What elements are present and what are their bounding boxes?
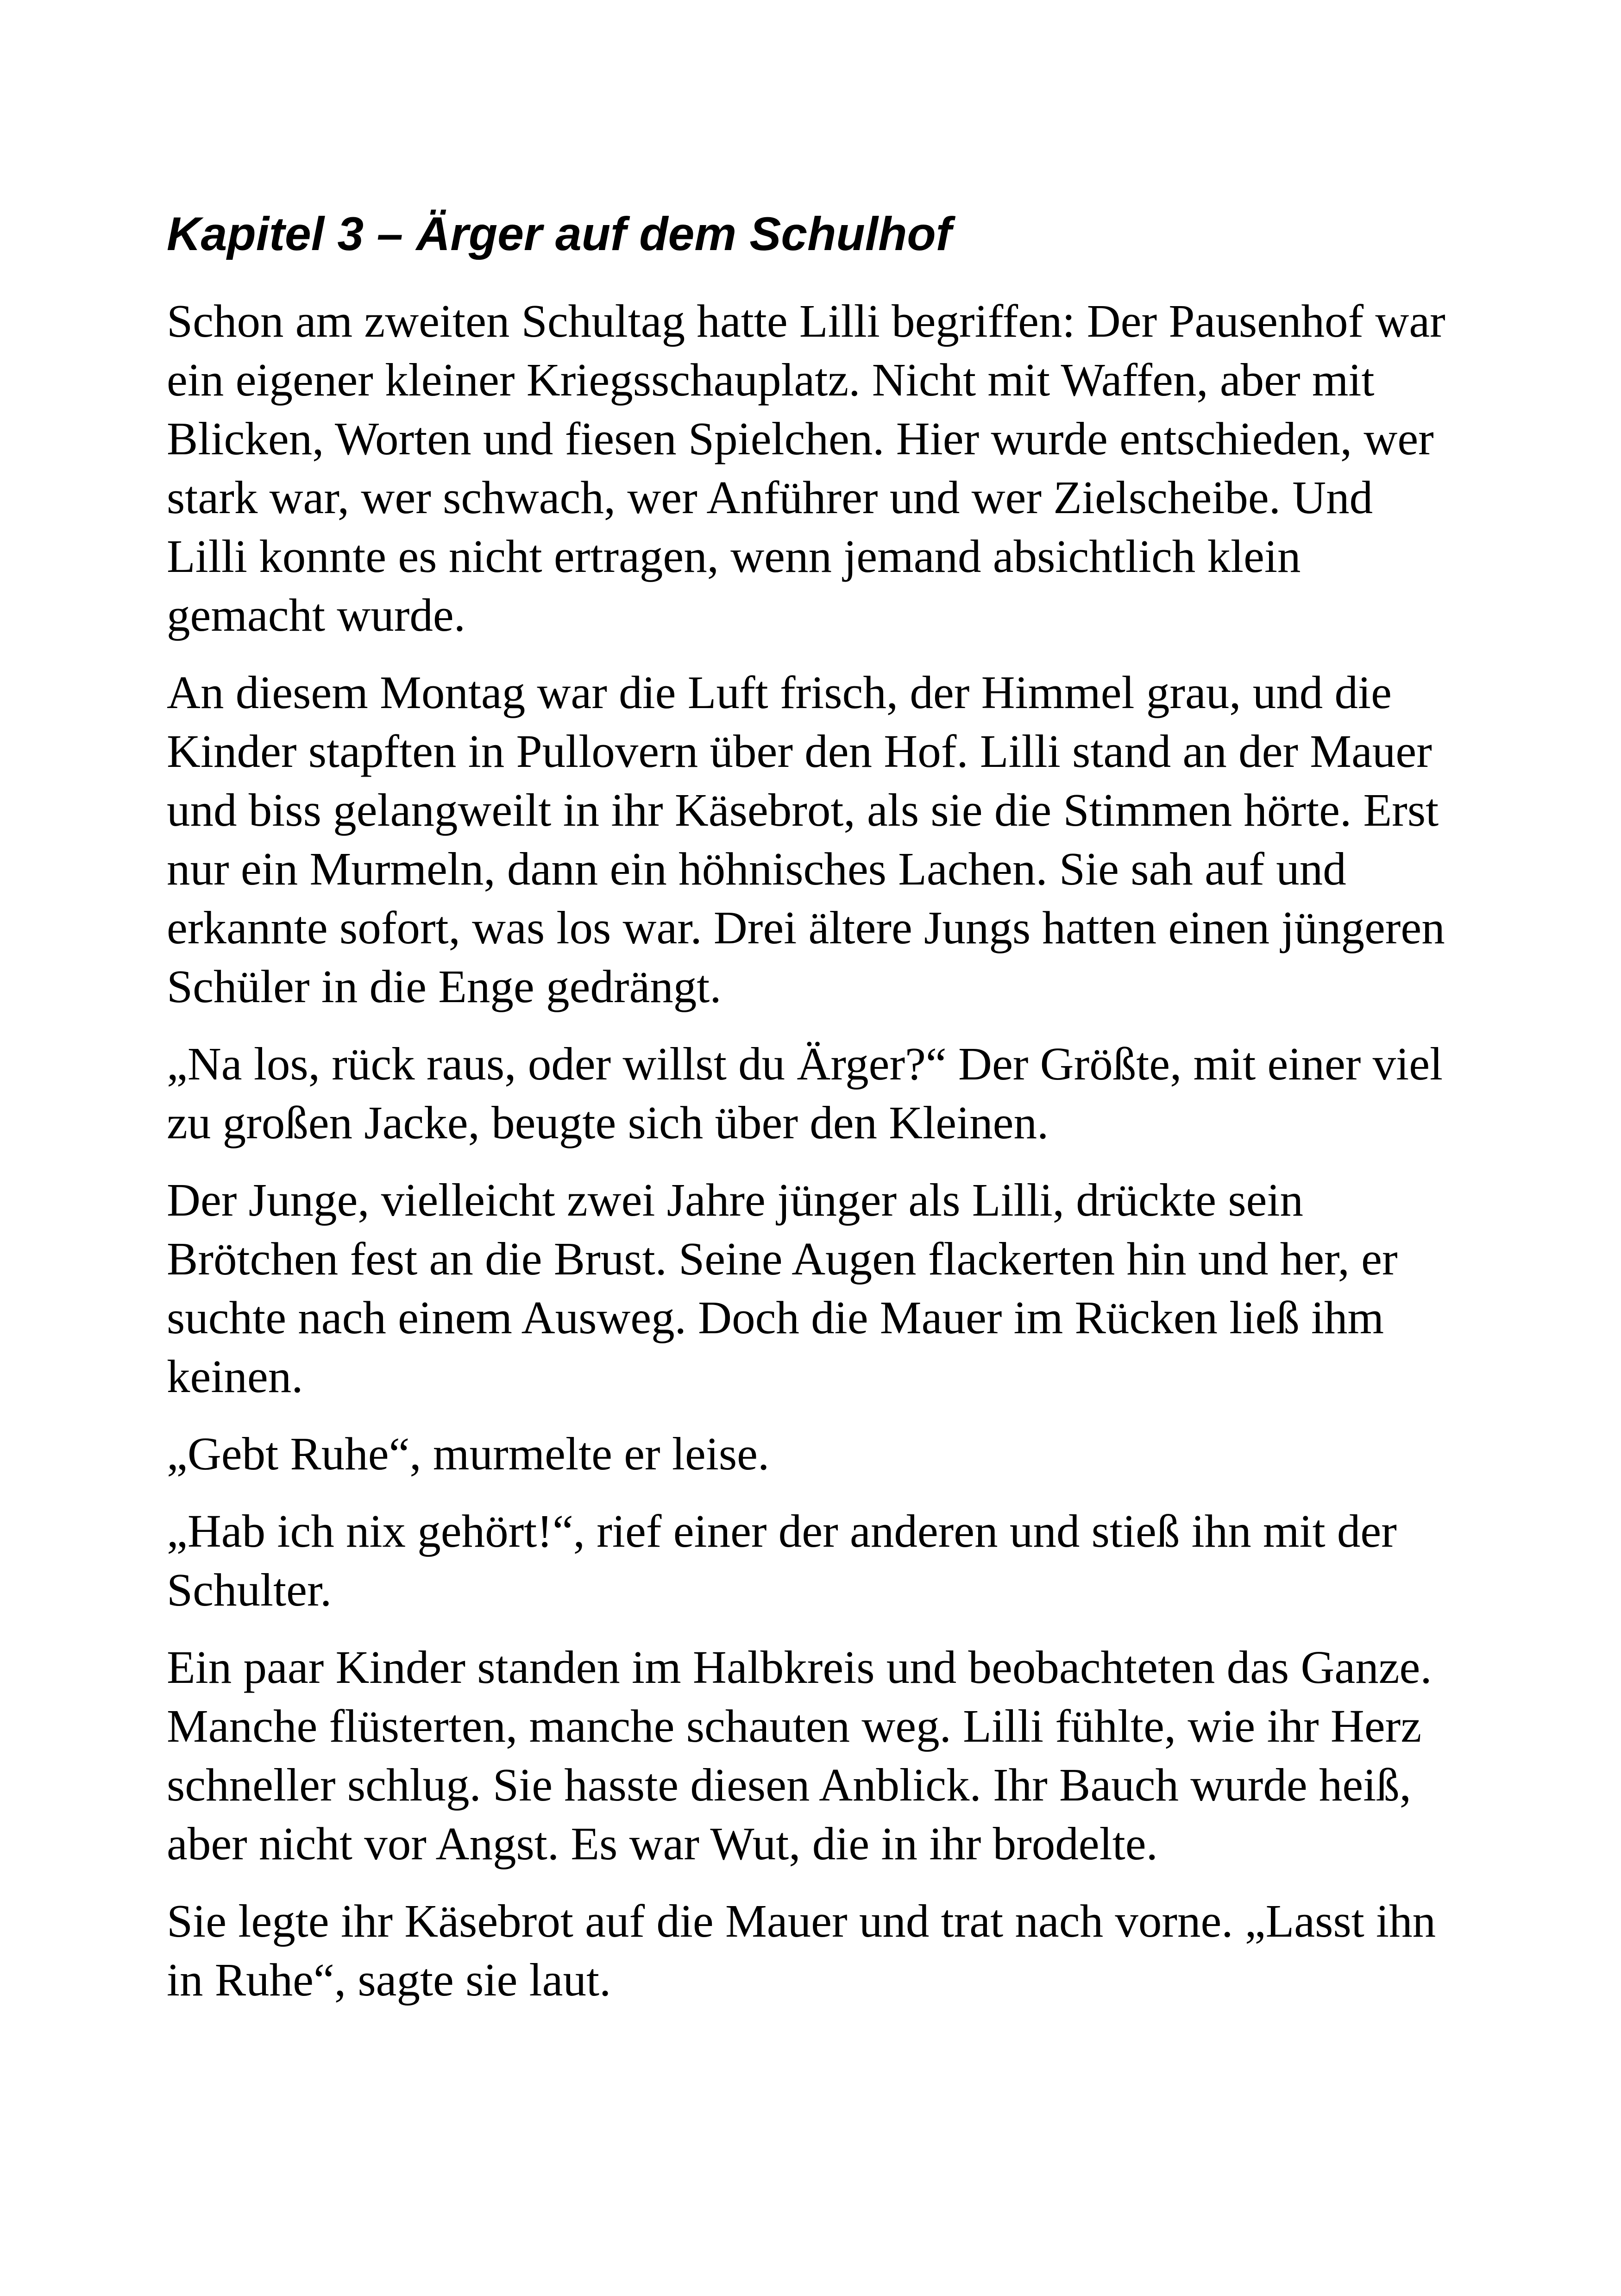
paragraph-1: Schon am zweiten Schultag hatte Lilli begriffen: Der Pausenhof war ein eigener kleiner Kriegsschauplatz. Nicht mit Waffen, aber mit Blicken, Worten und fiesen Spielchen. Hier wurde entschieden, wer stark war, wer schwach, wer Anführer und wer Zielscheibe. Und Lilli konnte es nicht ertragen, wenn jemand absichtlich klein gemacht wurde. (167, 295, 1445, 641)
paragraph-8: Sie legte ihr Käsebrot auf die Mauer und trat nach vorne. „Lasst ihn in Ruhe“, sagte sie laut. (167, 1895, 1436, 2006)
paragraph-7: Ein paar Kinder standen im Halbkreis und beobachteten das Ganze. Manche flüsterten, manche schauten weg. Lilli fühlte, wie ihr Herz schneller schlug. Sie hasste diesen Anblick. Ihr Bauch wurde heiß, aber nicht vor Angst. Es war Wut, die in ihr brodelte. (167, 1641, 1432, 1869)
chapter-title: Kapitel 3 – Ärger auf dem Schulhof (167, 207, 952, 260)
paragraph-6: „Hab ich nix gehört!“, rief einer der anderen und stieß ihn mit der Schulter. (167, 1505, 1397, 1616)
paragraph-3: „Na los, rück raus, oder willst du Ärger?“ Der Größte, mit einer viel zu großen Jacke, beugte sich über den Kleinen. (167, 1038, 1443, 1148)
paragraph-5: „Gebt Ruhe“, murmelte er leise. (167, 1428, 770, 1480)
paragraph-2: An diesem Montag war die Luft frisch, der Himmel grau, und die Kinder stapften in Pullovern über den Hof. Lilli stand an der Mauer und biss gelangweilt in ihr Käsebrot, als sie die Stimmen hörte. Erst nur ein Murmeln, dann ein höhnisches Lachen. Sie sah auf und erkannte sofort, was los war. Drei ältere Jungs hatten einen jüngeren Schüler in die Enge gedrängt. (167, 666, 1445, 1012)
page-content (167, 204, 1464, 2028)
paragraph-4: Der Junge, vielleicht zwei Jahre jünger als Lilli, drückte sein Brötchen fest an die Brust. Seine Augen flackerten hin und her, er suchte nach einem Ausweg. Doch die Mauer im Rücken ließ ihm keinen. (167, 1174, 1398, 1402)
